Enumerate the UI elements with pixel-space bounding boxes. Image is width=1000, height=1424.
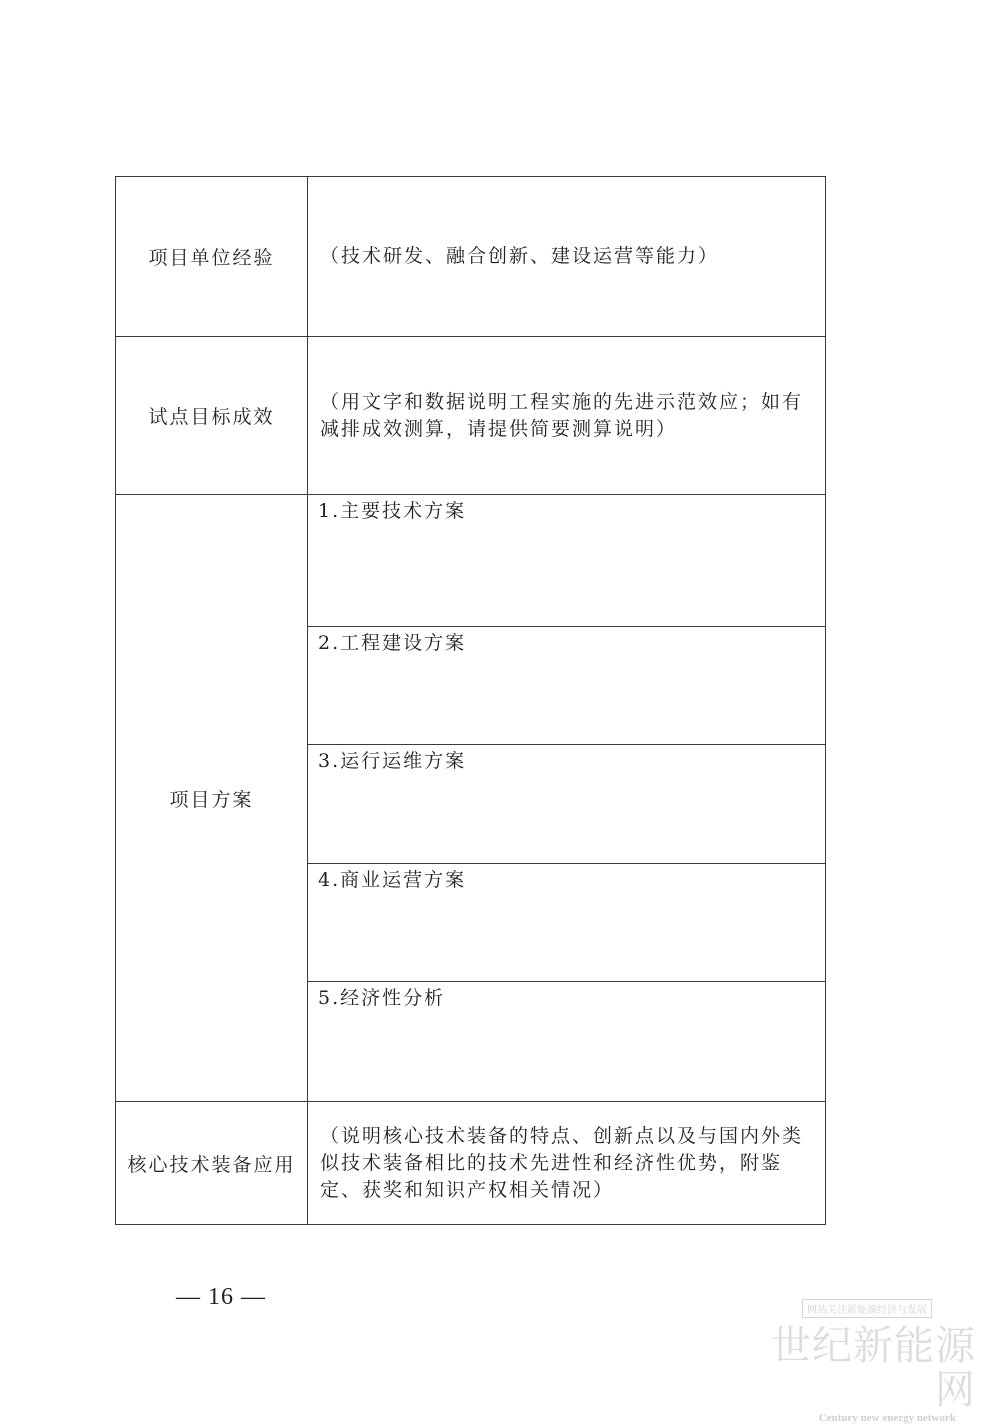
row-project-plan [116,495,826,627]
row-content: （说明核心技术装备的特点、创新点以及与国内外类似技术装备相比的技术先进性和经济性优势，附鉴定、获奖和知识产权相关情况） [308,1102,826,1225]
plan-item-technical: 1.主要技术方案 [308,495,826,627]
watermark-logo [736,1298,976,1424]
row-pilot-goals [116,337,826,495]
row-label: 试点目标成效 [116,337,308,495]
plan-item-construction: 2.工程建设方案 [308,627,826,745]
plan-item-operation: 3.运行运维方案 [308,745,826,864]
page-number: — 16 — [176,1284,266,1310]
row-core-equipment [116,1102,826,1225]
row-unit-experience [116,177,826,337]
watermark-tagline: 网站关注新能源经济与发展 [802,1299,932,1318]
row-content: （技术研发、融合创新、建设运营等能力） [308,177,826,337]
row-content: （用文字和数据说明工程实施的先进示范效应；如有减排成效测算，请提供简要测算说明） [308,337,826,495]
watermark-english: Century new energy network [818,1412,956,1424]
watermark-name: 世纪新能源网 [771,1323,976,1413]
row-label: 核心技术装备应用 [116,1102,308,1225]
row-label: 项目方案 [116,495,308,1102]
row-label: 项目单位经验 [116,177,308,337]
plan-item-economics: 5.经济性分析 [308,982,826,1102]
plan-item-business: 4.商业运营方案 [308,864,826,982]
application-form-table [115,176,826,1225]
